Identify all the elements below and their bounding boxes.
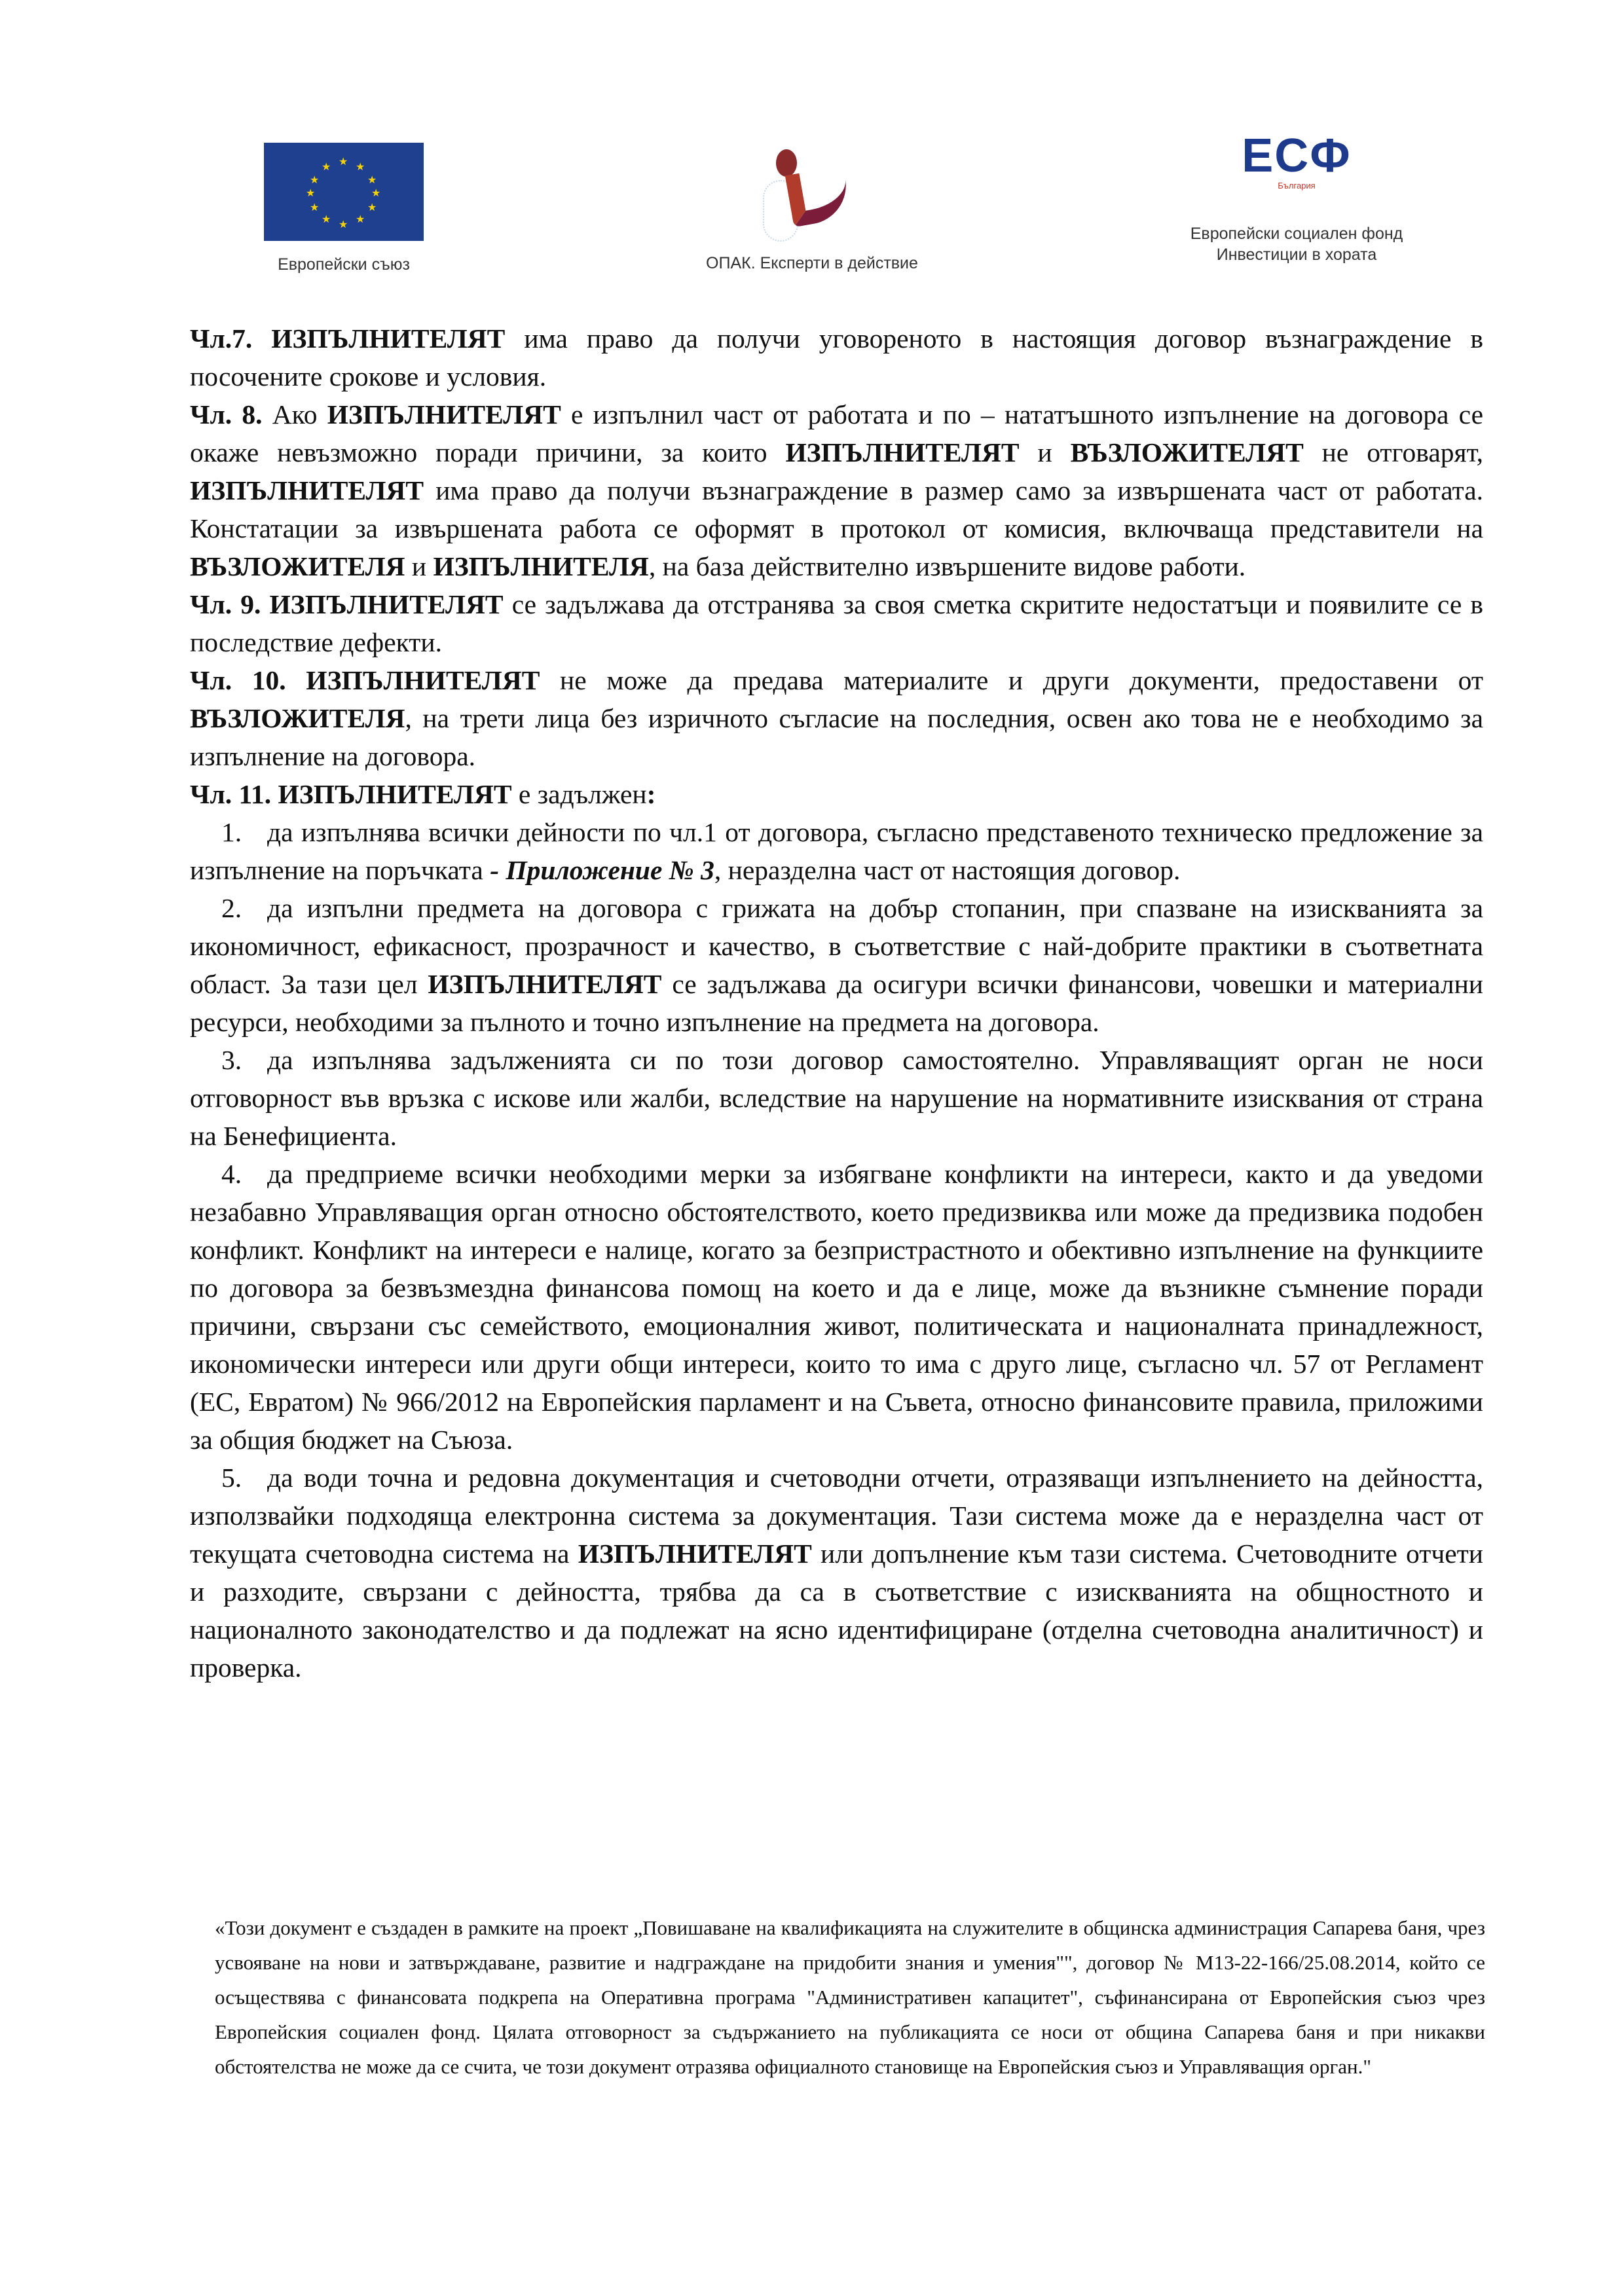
list-text: да изпълнява всички дейности по чл.1 от договора, съгласно представеното техническо предложение за изпълнение на поръчката xyxy=(190,817,1483,885)
article-text: е задължен xyxy=(511,779,647,809)
esf-mark-icon: ЕСФ xyxy=(1242,130,1352,182)
list-item xyxy=(190,1155,1483,1459)
list-item xyxy=(190,813,1483,889)
list-number: 4. xyxy=(221,1159,242,1189)
article-text: е изпълнил част от работата и по – нататъшното изпълнение на договора се окаже невъзможно поради причини, за които xyxy=(190,399,1483,467)
term-contractor: ИЗПЪЛНИТЕЛЯТ xyxy=(785,437,1020,467)
article-label: Чл. 8. xyxy=(190,399,263,429)
list-text: се задължава да осигури всички финансови, човешки и материални ресурси, необходими за пълното и точно изпълнение на предмета на договора. xyxy=(190,969,1483,1037)
funding-disclaimer: «Този документ е създаден в рамките на проект „Повишаване на квалификацията на служителите в общинска администрация Сапарева баня, чрез усвояване на нови и затвърждаване, развитие и надграждане на придобити знания и умения"", договор № М13-22-166/25.08.2014, който се осъществява с финансовата подкрепа на Оперативна програма "Административен капацитет", съфинансирана от Европейския съюз чрез Европейския социален фонд. Цялата отговорност за съдържанието на публикацията се носи от община Сапарева баня и при никакви обстоятелства не може да се счита, че този документ отразява официалното становище на Европейския съюз и Управляващия орган." xyxy=(215,1916,1485,2078)
annex-reference: - Приложение № 3 xyxy=(490,855,714,885)
esf-logo xyxy=(1159,131,1434,265)
article-label: Чл. 10. xyxy=(190,665,286,695)
article-text: не отговарят, xyxy=(1303,437,1483,467)
article-9 xyxy=(190,585,1483,661)
esf-caption-2: Инвестиции в хората xyxy=(1216,246,1377,264)
list-item xyxy=(190,1459,1483,1686)
esf-country: България xyxy=(1278,181,1316,191)
colon: : xyxy=(646,779,656,809)
list-text: да води точна и редовна документация и счетоводни отчети, отразяващи изпълнението на дейността, използвайки подходяща електронна система за документация. Тази система може да е неразделна част от текущата счетоводна система на xyxy=(190,1463,1483,1569)
list-number: 2. xyxy=(221,893,242,923)
term-contractor: ИЗПЪЛНИТЕЛЯ xyxy=(433,551,649,581)
article-label: Чл. 9. xyxy=(190,589,261,619)
article-7 xyxy=(190,319,1483,395)
term-contractor: ИЗПЪЛНИТЕЛЯТ xyxy=(269,589,504,619)
article-10 xyxy=(190,661,1483,775)
article-label: Чл.7. xyxy=(190,323,253,354)
list-number: 1. xyxy=(221,817,242,847)
article-8 xyxy=(190,395,1483,585)
article-label: Чл. 11. xyxy=(190,779,272,809)
article-text: има право да получи възнаграждение в размер само за извършената част от работата. Констатации за извършената работа се оформят в протокол от комисия, включваща представители на xyxy=(190,475,1483,543)
term-contractor: ИЗПЪЛНИТЕЛЯТ xyxy=(428,969,662,999)
article-text: не може да предава материалите и други документи, предоставени от xyxy=(540,665,1483,695)
opak-logo xyxy=(655,144,969,273)
list-item xyxy=(190,889,1483,1041)
article-11 xyxy=(190,775,1483,813)
list-text: да изпълнява задълженията си по този договор самостоятелно. Управляващият орган не носи отговорност във връзка с искове или жалби, вследствие на нарушение на нормативните изисквания от страна на Бенефициента. xyxy=(190,1045,1483,1151)
term-contractor: ИЗПЪЛНИТЕЛЯТ xyxy=(190,475,424,505)
term-contractor: ИЗПЪЛНИТЕЛЯТ xyxy=(578,1539,812,1569)
eu-caption: Европейски съюз xyxy=(278,255,410,274)
list-number: 3. xyxy=(221,1045,242,1075)
eu-logo xyxy=(262,143,426,274)
eu-flag-icon: ★ ★ ★ ★ ★ ★ ★ ★ ★ ★ ★ ★ xyxy=(264,143,424,241)
article-text: и xyxy=(1019,437,1071,467)
article-text: има право да получи уговореното в настоящия договор възнаграждение в посочените срокове и условия. xyxy=(190,323,1483,392)
article-text: Ако xyxy=(262,399,327,429)
list-number: 5. xyxy=(221,1463,242,1493)
article-text: и xyxy=(405,551,434,581)
opak-mark-icon xyxy=(763,144,861,242)
list-text: , неразделна част от настоящия договор. xyxy=(714,855,1181,885)
list-text: или допълнение към тази система. Счетоводните отчети и разходите, свързани с дейността, трябва да са в съответствие с изискванията на общностното и националното законодателство и да подлежат на ясно идентифициране (отделна счетоводна аналитичност) и проверка. xyxy=(190,1539,1483,1683)
term-assignor: ВЪЗЛОЖИТЕЛЯ xyxy=(190,703,405,733)
list-item xyxy=(190,1041,1483,1155)
article-text: , на база действително извършените видове работи. xyxy=(648,551,1246,581)
page-header xyxy=(0,131,1624,288)
list-text: да изпълни предмета на договора с грижата на добър стопанин, при спазване на изискванията за икономичност, ефикасност, прозрачност и качество, в съответствие с най-добрите практики в съответната област. За тази цел xyxy=(190,893,1483,999)
esf-caption-1: Европейски социален фонд xyxy=(1190,225,1403,243)
term-assignor: ВЪЗЛОЖИТЕЛЯТ xyxy=(1070,437,1304,467)
term-contractor: ИЗПЪЛНИТЕЛЯТ xyxy=(271,323,506,354)
term-contractor: ИЗПЪЛНИТЕЛЯТ xyxy=(306,665,540,695)
list-text: да предприеме всички необходими мерки за избягване конфликти на интереси, както и да уведоми незабавно Управляващия орган относно обстоятелството, което предизвиква или може да предизвика подобен конфликт. Конфликт на интереси е налице, когато за безпристрастното и обективно изпълнение на функциите по договора за безвъзмездна финансова помощ на което и да е лице, може да възникне съмнение поради причини, свързани със семейството, емоционалния живот, политическата и националната принадлежност, икономически интереси или други общи интереси, които то има с друго лице, съгласно чл. 57 от Регламент (ЕС, Евратом) № 966/2012 на Европейския парламент и на Съвета, относно финансовите правила, приложими за общия бюджет на Съюза. xyxy=(190,1159,1483,1455)
article-text: се задължава да отстранява за своя сметка скритите недостатъци и появилите се в последствие дефекти. xyxy=(190,589,1483,657)
term-assignor: ВЪЗЛОЖИТЕЛЯ xyxy=(190,551,405,581)
term-contractor: ИЗПЪЛНИТЕЛЯТ xyxy=(278,779,512,809)
article-text: , на трети лица без изричното съгласие на последния, освен ако това не е необходимо за изпълнение на договора. xyxy=(190,703,1483,771)
contract-body xyxy=(190,319,1483,1686)
term-contractor: ИЗПЪЛНИТЕЛЯТ xyxy=(327,399,561,429)
opak-caption: ОПАК. Експерти в действие xyxy=(706,254,918,272)
